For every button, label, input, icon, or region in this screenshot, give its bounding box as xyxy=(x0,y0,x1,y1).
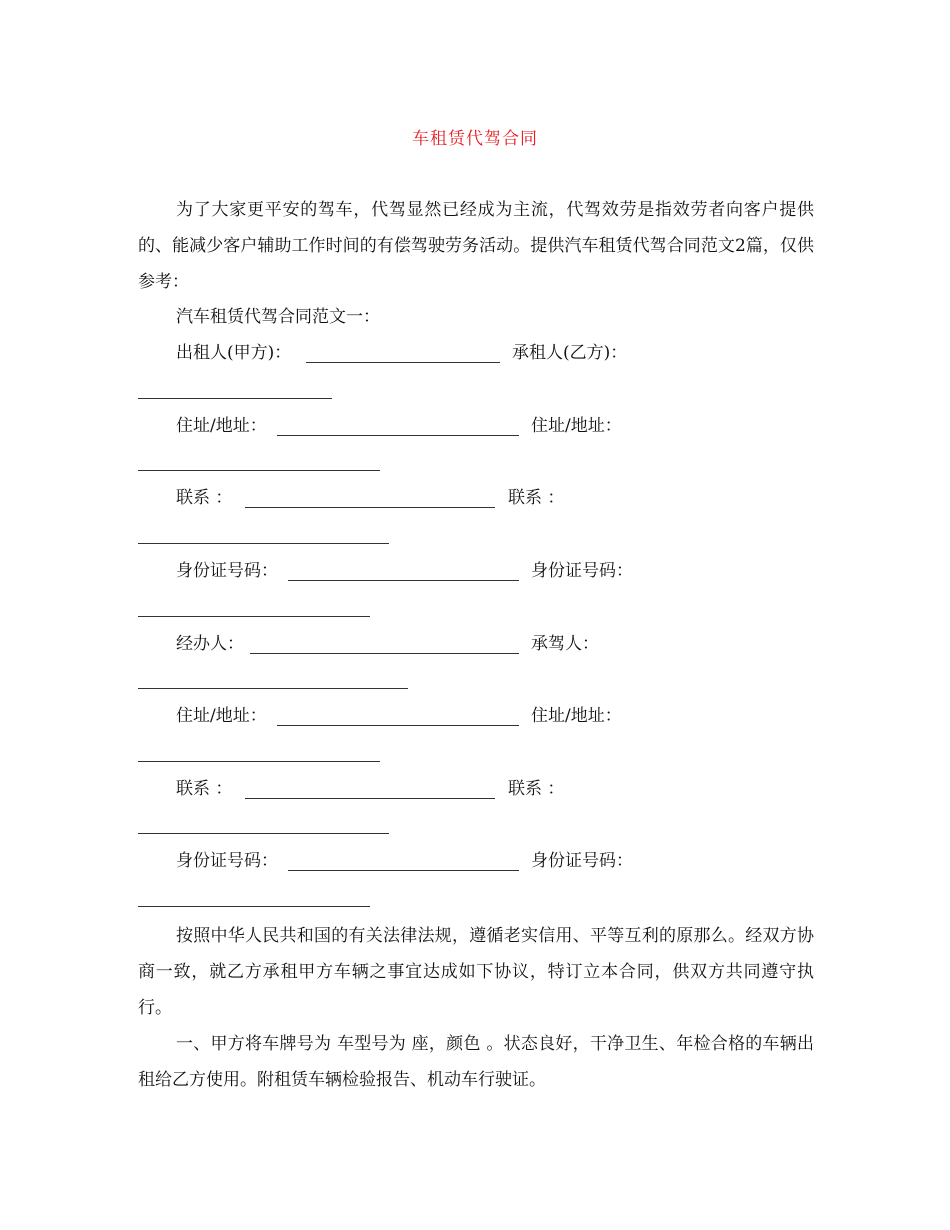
intro-paragraph: 为了大家更平安的驾车，代驾显然已经成为主流，代驾效劳是指效劳者向客户提供的、能减少客户辅助工作时间的有偿驾驶劳务活动。提供汽车租赁代驾合同范文2篇，仅供参考： xyxy=(138,200,814,292)
left-blank-line[interactable] xyxy=(306,362,500,363)
left-label: 经办人： xyxy=(176,634,244,654)
left-label: 身份证号码： xyxy=(176,851,278,871)
left-label: 联系 ： xyxy=(176,779,233,799)
left-label: 出租人(甲方)： xyxy=(176,343,292,363)
left-blank-line[interactable] xyxy=(277,725,519,726)
right-blank-line[interactable] xyxy=(138,761,380,762)
right-blank-line[interactable] xyxy=(138,833,389,834)
right-blank-line[interactable] xyxy=(138,616,370,617)
left-label: 住址/地址： xyxy=(176,416,267,436)
right-label: 住址/地址： xyxy=(531,416,622,436)
right-label: 联系 ： xyxy=(508,488,565,508)
right-blank-line[interactable] xyxy=(138,543,389,544)
document-title: 车租赁代驾合同 xyxy=(412,129,538,149)
left-blank-line[interactable] xyxy=(288,580,519,581)
left-label: 住址/地址： xyxy=(176,706,267,726)
right-label: 承租人(乙方)： xyxy=(512,343,628,363)
left-label: 联系 ： xyxy=(176,488,233,508)
left-blank-line[interactable] xyxy=(250,653,519,654)
right-label: 身份证号码： xyxy=(531,851,633,871)
right-blank-line[interactable] xyxy=(138,398,332,399)
right-label: 身份证号码： xyxy=(531,561,633,581)
right-blank-line[interactable] xyxy=(138,906,370,907)
left-label: 身份证号码： xyxy=(176,561,278,581)
right-blank-line[interactable] xyxy=(138,470,380,471)
left-blank-line[interactable] xyxy=(245,507,495,508)
right-label: 承驾人： xyxy=(531,634,599,654)
left-blank-line[interactable] xyxy=(277,435,519,436)
left-blank-line[interactable] xyxy=(288,870,519,871)
left-blank-line[interactable] xyxy=(245,798,495,799)
sample-heading: 汽车租赁代驾合同范文一： xyxy=(176,307,380,327)
right-label: 联系 ： xyxy=(508,779,565,799)
right-blank-line[interactable] xyxy=(138,688,408,689)
clause-one-paragraph: 一、甲方将车牌号为 车型号为 座，颜色 。状态良好，干净卫生、年检合格的车辆出租给乙方使用。附租赁车辆检验报告、机动车行驶证。 xyxy=(138,1034,814,1090)
agreement-paragraph: 按照中华人民共和国的有关法律法规，遵循老实信用、平等互利的原那么。经双方协商一致，就乙方承租甲方车辆之事宜达成如下协议，特订立本合同，供双方共同遵守执行。 xyxy=(138,926,814,1018)
right-label: 住址/地址： xyxy=(531,706,622,726)
